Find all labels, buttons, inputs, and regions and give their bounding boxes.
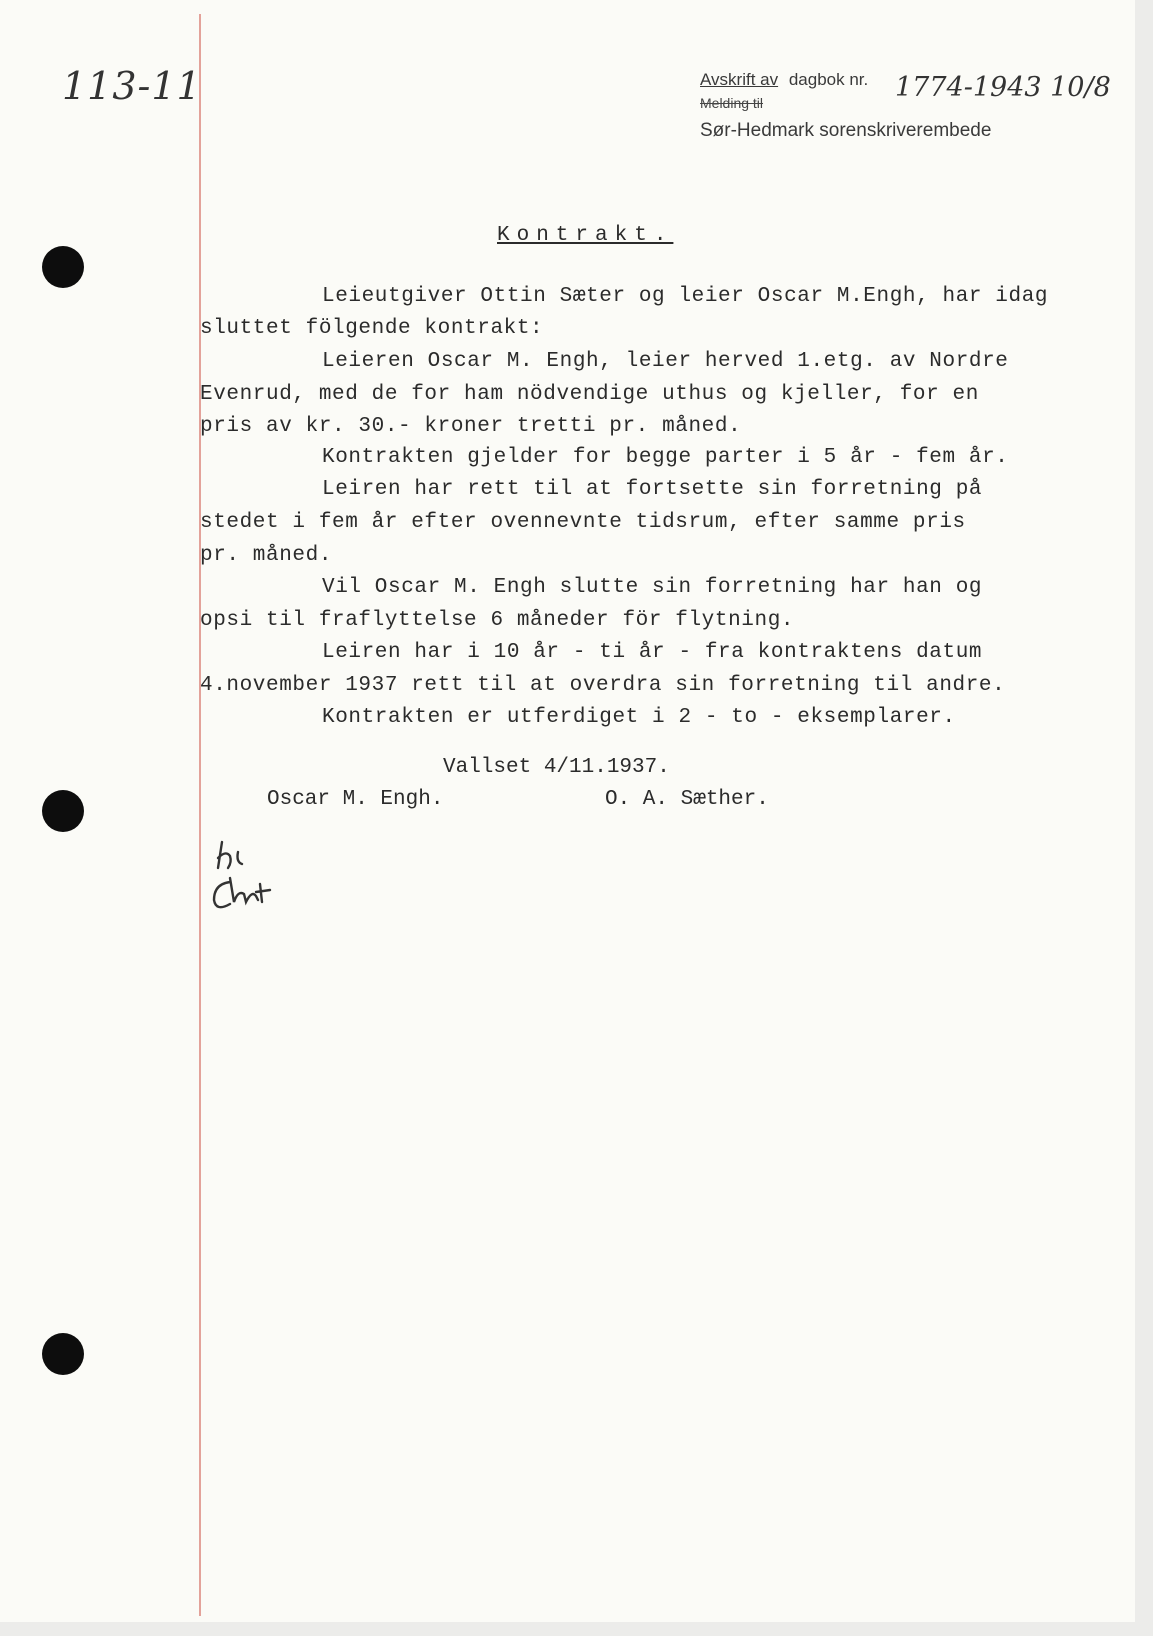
stamp-handwritten-number: 1774-1943 10/8 bbox=[895, 72, 1111, 103]
body-line: Leieutgiver Ottin Sæter og leier Oscar M.Engh, har idag bbox=[322, 285, 1049, 308]
document-title: Kontrakt. bbox=[497, 224, 674, 247]
punch-hole-middle bbox=[42, 790, 84, 832]
page-edge-bottom bbox=[0, 1622, 1153, 1636]
body-line: sluttet fölgende kontrakt: bbox=[200, 317, 544, 340]
body-line: Leiren har i 10 år - ti år - fra kontraktens datum bbox=[322, 641, 983, 664]
stamp-prefix: Avskrift av bbox=[700, 70, 779, 89]
registry-stamp bbox=[700, 70, 868, 90]
body-line: Vil Oscar M. Engh slutte sin forretning har han og bbox=[322, 576, 983, 599]
handwritten-reference: 113-11 bbox=[62, 64, 202, 108]
punch-hole-top bbox=[42, 246, 84, 288]
body-line: Kontrakten gjelder for begge parter i 5 år - fem år. bbox=[322, 446, 1009, 469]
stamp-struck-text: Melding til bbox=[700, 95, 764, 111]
stamp-court-name: Sør-Hedmark sorenskriverembede bbox=[700, 120, 992, 141]
handwritten-initials-mark bbox=[208, 838, 298, 918]
body-line: pr. måned. bbox=[200, 544, 333, 567]
body-line: Leieren Oscar M. Engh, leier herved 1.etg. av Nordre bbox=[322, 350, 1009, 373]
stamp-middle: dagbok nr. bbox=[788, 70, 869, 89]
body-line: stedet i fem år efter ovennevnte tidsrum, efter samme pris bbox=[200, 511, 966, 534]
body-line: Kontrakten er utferdiget i 2 - to - eksemplarer. bbox=[322, 706, 956, 729]
page-edge-right bbox=[1135, 0, 1153, 1636]
place-and-date: Vallset 4/11.1937. bbox=[443, 756, 670, 779]
body-line: Leiren har rett til at fortsette sin forretning på bbox=[322, 478, 983, 501]
punch-hole-bottom bbox=[42, 1333, 84, 1375]
body-line: 4.november 1937 rett til at overdra sin forretning til andre. bbox=[200, 674, 1006, 697]
signature-tenant: Oscar M. Engh. bbox=[267, 788, 444, 811]
body-line: pris av kr. 30.- kroner tretti pr. måned. bbox=[200, 415, 742, 438]
signature-landlord: O. A. Sæther. bbox=[605, 788, 769, 811]
body-line: Evenrud, med de for ham nödvendige uthus og kjeller, for en bbox=[200, 383, 979, 406]
body-line: opsi til fraflyttelse 6 måneder för flytning. bbox=[200, 609, 795, 632]
margin-line bbox=[199, 14, 201, 1616]
